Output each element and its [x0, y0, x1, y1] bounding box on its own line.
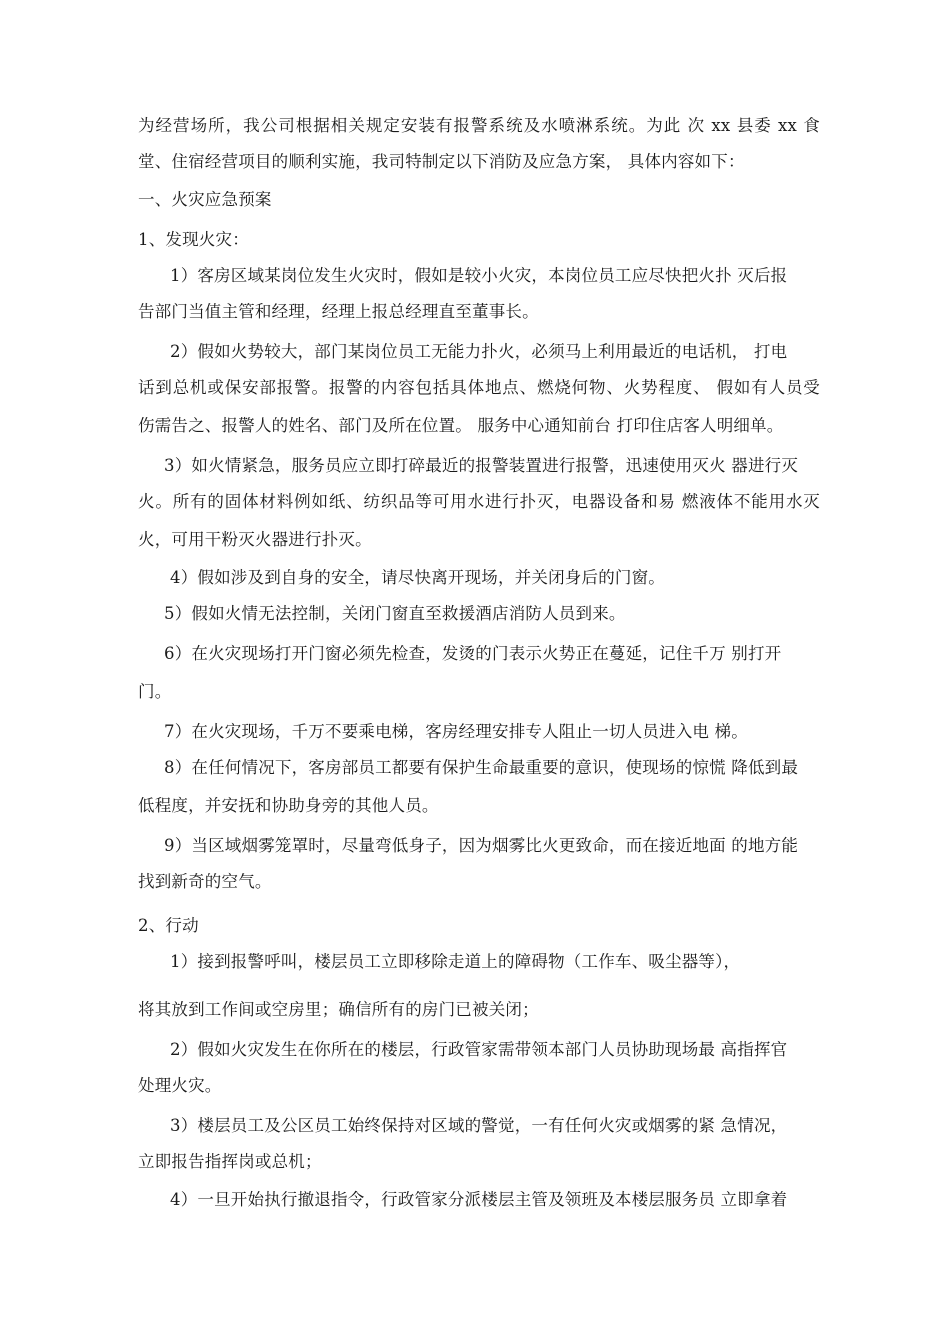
text-line: 告部门当值主管和经理，经理上报总经理直至董事长。: [138, 302, 539, 321]
text-line: 3）楼层员工及公区员工始终保持对区域的警觉，一有任何火灾或烟雾的紧 急情况，: [170, 1116, 788, 1135]
text-line: 找到新奇的空气。: [138, 872, 272, 891]
subsection-heading: 1、发现火灾：: [138, 230, 249, 249]
text-line: 1）接到报警呼叫，楼层员工立即移除走道上的障碍物（工作车、吸尘器等），: [170, 952, 741, 971]
text-line: 将其放到工作间或空房里；确信所有的房门已被关闭；: [138, 1000, 539, 1019]
text-line: 火。所有的固体材料例如纸、纺织品等可用水进行扑灭，电器设备和易 燃液体不能用水灭: [138, 492, 820, 511]
text-line: 4）一旦开始执行撤退指令，行政管家分派楼层主管及领班及本楼层服务员 立即拿着: [170, 1190, 788, 1209]
text-line: 9）当区域烟雾笼罩时，尽量弯低身子，因为烟雾比火更致命，而在接近地面 的地方能: [164, 836, 799, 855]
text-line: 火，可用干粉灭火器进行扑灭。: [138, 530, 372, 549]
text-line: 话到总机或保安部报警。报警的内容包括具体地点、燃烧何物、火势程度、 假如有人员受: [138, 378, 820, 397]
text-line: 为经营场所，我公司根据相关规定安装有报警系统及水喷淋系统。为此 次 xx 县委 xx 食: [138, 116, 820, 135]
text-line: 7）在火灾现场，千万不要乘电梯，客房经理安排专人阻止一切人员进入电 梯。: [164, 722, 748, 741]
text-line: 伤需告之、报警人的姓名、部门及所在位置。 服务中心通知前台 打印住店客人明细单。: [138, 416, 784, 435]
text-line: 5）假如火情无法控制，关闭门窗直至救援酒店消防人员到来。: [164, 604, 626, 623]
text-line: 8）在任何情况下，客房部员工都要有保护生命最重要的意识，使现场的惊慌 降低到最: [164, 758, 799, 777]
text-line: 门。: [138, 682, 172, 701]
text-line: 堂、住宿经营项目的顺利实施，我司特制定以下消防及应急方案， 具体内容如下：: [138, 152, 745, 171]
section-heading: 一、火灾应急预案: [138, 190, 272, 209]
subsection-heading: 2、行动: [138, 916, 199, 935]
text-line: 3）如火情紧急，服务员应立即打碎最近的报警装置进行报警，迅速使用灭火 器进行灭: [164, 456, 799, 475]
text-line: 4）假如涉及到自身的安全，请尽快离开现场，并关闭身后的门窗。: [170, 568, 665, 587]
text-line: 1）客房区域某岗位发生火灾时，假如是较小火灾，本岗位员工应尽快把火扑 灭后报: [170, 266, 788, 285]
text-line: 低程度，并安抚和协助身旁的其他人员。: [138, 796, 439, 815]
text-line: 处理火灾。: [138, 1076, 222, 1095]
text-line: 2）假如火灾发生在你所在的楼层，行政管家需带领本部门人员协助现场最 高指挥官: [170, 1040, 788, 1059]
text-line: 2）假如火势较大，部门某岗位员工无能力扑火，必须马上利用最近的电话机， 打电: [170, 342, 788, 361]
text-line: 立即报告指挥岗或总机；: [138, 1152, 322, 1171]
text-line: 6）在火灾现场打开门窗必须先检查，发烫的门表示火势正在蔓延，记住千万 别打开: [164, 644, 782, 663]
